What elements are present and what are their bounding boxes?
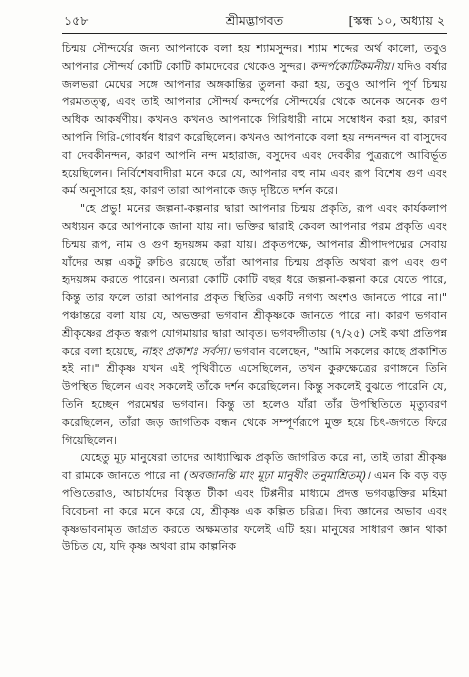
- paragraph-text: চিন্ময় সৌন্দর্যের জন্য আপনাকে বলা হয় শ্যামসুন্দর। শ্যাম শব্দের অর্থ কালো, তবুও আপনার সৌন্দর্য কোটি কোটি কামদেবের থেকেও সুন্দর।: [62, 42, 447, 73]
- paragraph: [62, 200, 447, 449]
- page-body: [62, 40, 447, 556]
- paragraph-text: ভগবান বলেছেন, "আমি সকলের কাছে প্রকাশিত হই না।" শ্রীকৃষ্ণ যখন এই পৃথিবীতে এসেছিলেন, তখন কুরুক্ষেত্রের রণাঙ্গনে তিনি উপস্থিত ছিলেন এবং সকলেই তাঁকে দর্শন করেছিলেন। কিন্তু সকলেই বুঝতে পারেনি যে, তিনি হচ্ছেন পরমেশ্বর ভগবান। কিন্তু তা হলেও যাঁরা তাঁর উপস্থিতিতে মৃত্যুবরণ করেছিলেন, তাঁরা জড় জাগতিক বন্ধন থেকে সম্পূর্ণরূপে মুক্ত হয়ে চিৎ-জগতে ফিরে গিয়েছিলেন।: [62, 344, 447, 447]
- paragraph-text: "হে প্রভু! মনের জল্পনা-কল্পনার দ্বারা আপনার চিন্ময় প্রকৃতি, রূপ এবং কার্যকলাপ অধ্যয়ন করে আপনাকে জানা যায় না। ভক্তির দ্বারাই কেবল আপনার পরম প্রকৃতি এবং চিন্ময় রূপ, নাম ও গুণ হৃদয়ঙ্গম করা যায়। প্রকৃতপক্ষে, আপনার শ্রীপাদপদ্মের সেবায় যাঁদের অল্প একটু রুচিও রয়েছে তাঁরা আপনার চিন্ময় প্রকৃতি অথবা রূপ এবং গুণ হৃদয়ঙ্গম করতে পারেন। অন্যরা কোটি কোটি বছর ধরে জল্পনা-কল্পনা করে যেতে পারে, কিন্তু তার ফলে তারা আপনার প্রকৃত স্থিতির একটি নগণ্য অংশও জানতে পারে না।" পঞ্চান্তরে বলা যায় যে, অভক্তরা ভগবান শ্রীকৃষ্ণকে জানতে পারে না। কারণ ভগবান শ্রীকৃষ্ণের প্রকৃত স্বরূপ যোগমায়ার দ্বারা আবৃত। ভগবদ্গীতায় (৭/২৫) সেই কথা প্রতিপন্ন করে বলা হয়েছে,: [62, 202, 447, 358]
- paragraph: [62, 40, 447, 200]
- italic-quote: নাহং প্রকাশঃ সর্বস্য।: [141, 344, 230, 358]
- book-title: শ্রীমদ্ভাগবত: [225, 13, 284, 28]
- paragraph-text: এমন কি বড় বড় পণ্ডিতেরাও, আচার্যদের বিস্তৃত টীকা এবং টিপ্পনীর মাধ্যমে প্রদত্ত ভগবদ্ভক্তির মহিমা বিবেচনা না করে মনে করে যে, শ্রীকৃষ্ণ এক কল্পিত চরিত্র। দিব্য জ্ঞানের অভাব এবং কৃষ্ণভাবনামৃত জাগ্রত করতে অক্ষমতার ফলেই এটি হয়। মানুষের সাধারণ জ্ঞান থাকা উচিত যে, যদি কৃষ্ণ অথবা রাম কাল্পনিক: [62, 469, 447, 554]
- italic-quote: কন্দর্পকোটিকমনীয়।: [309, 59, 394, 73]
- page-number: ১৫৮: [64, 13, 89, 28]
- paragraph: [62, 449, 447, 556]
- italic-quote: (অবজানন্তি মাং মূঢ়া মানুষীং তনুমাশ্রিতম্)।: [183, 469, 371, 483]
- paragraph-text: যেহেতু মূঢ় মানুষেরা তাদের আধ্যাত্মিক প্রকৃতি জাগরিত করে না, তাই তারা শ্রীকৃষ্ণ বা রামকে জানতে পারে না: [62, 451, 447, 483]
- chapter-reference: [স্কন্ধ ১০, অধ্যায় ২: [348, 13, 445, 28]
- page-header: [64, 10, 445, 32]
- header-rule: [62, 33, 447, 34]
- paragraph-text: যদিও বর্ষার জলভরা মেঘের সঙ্গে আপনার অঙ্গকান্তির তুলনা করা হয়, তবুও আপনি পূর্ণ চিন্ময় পরমতত্ত্ব, এবং তাই আপনার সৌন্দর্য কন্দর্পের সৌন্দর্যের থেকে অনেক অনেক গুণ অধিক আকর্ষণীয়। কখনও কখনও আপনাকে গিরিধারী নামে সম্বোধন করা হয়, কারণ আপনি গিরি-গোবর্ধন ধারণ করেছিলেন। কখনও আপনাকে বলা হয় নন্দনন্দন বা বাসুদেব বা দেবকীনন্দন, কারণ আপনি নন্দ মহারাজ, বসুদেব এবং দেবকীর পুত্ররূপে আবির্ভূত হয়েছিলেন। নির্বিশেষবাদীরা মনে করে যে, আপনার বহু নাম এবং রূপ বিশেষ গুণ এবং কর্ম অনুসারে হয়, কারণ তারা আপনাকে জড় দৃষ্টিতে দর্শন করে।: [62, 59, 447, 198]
